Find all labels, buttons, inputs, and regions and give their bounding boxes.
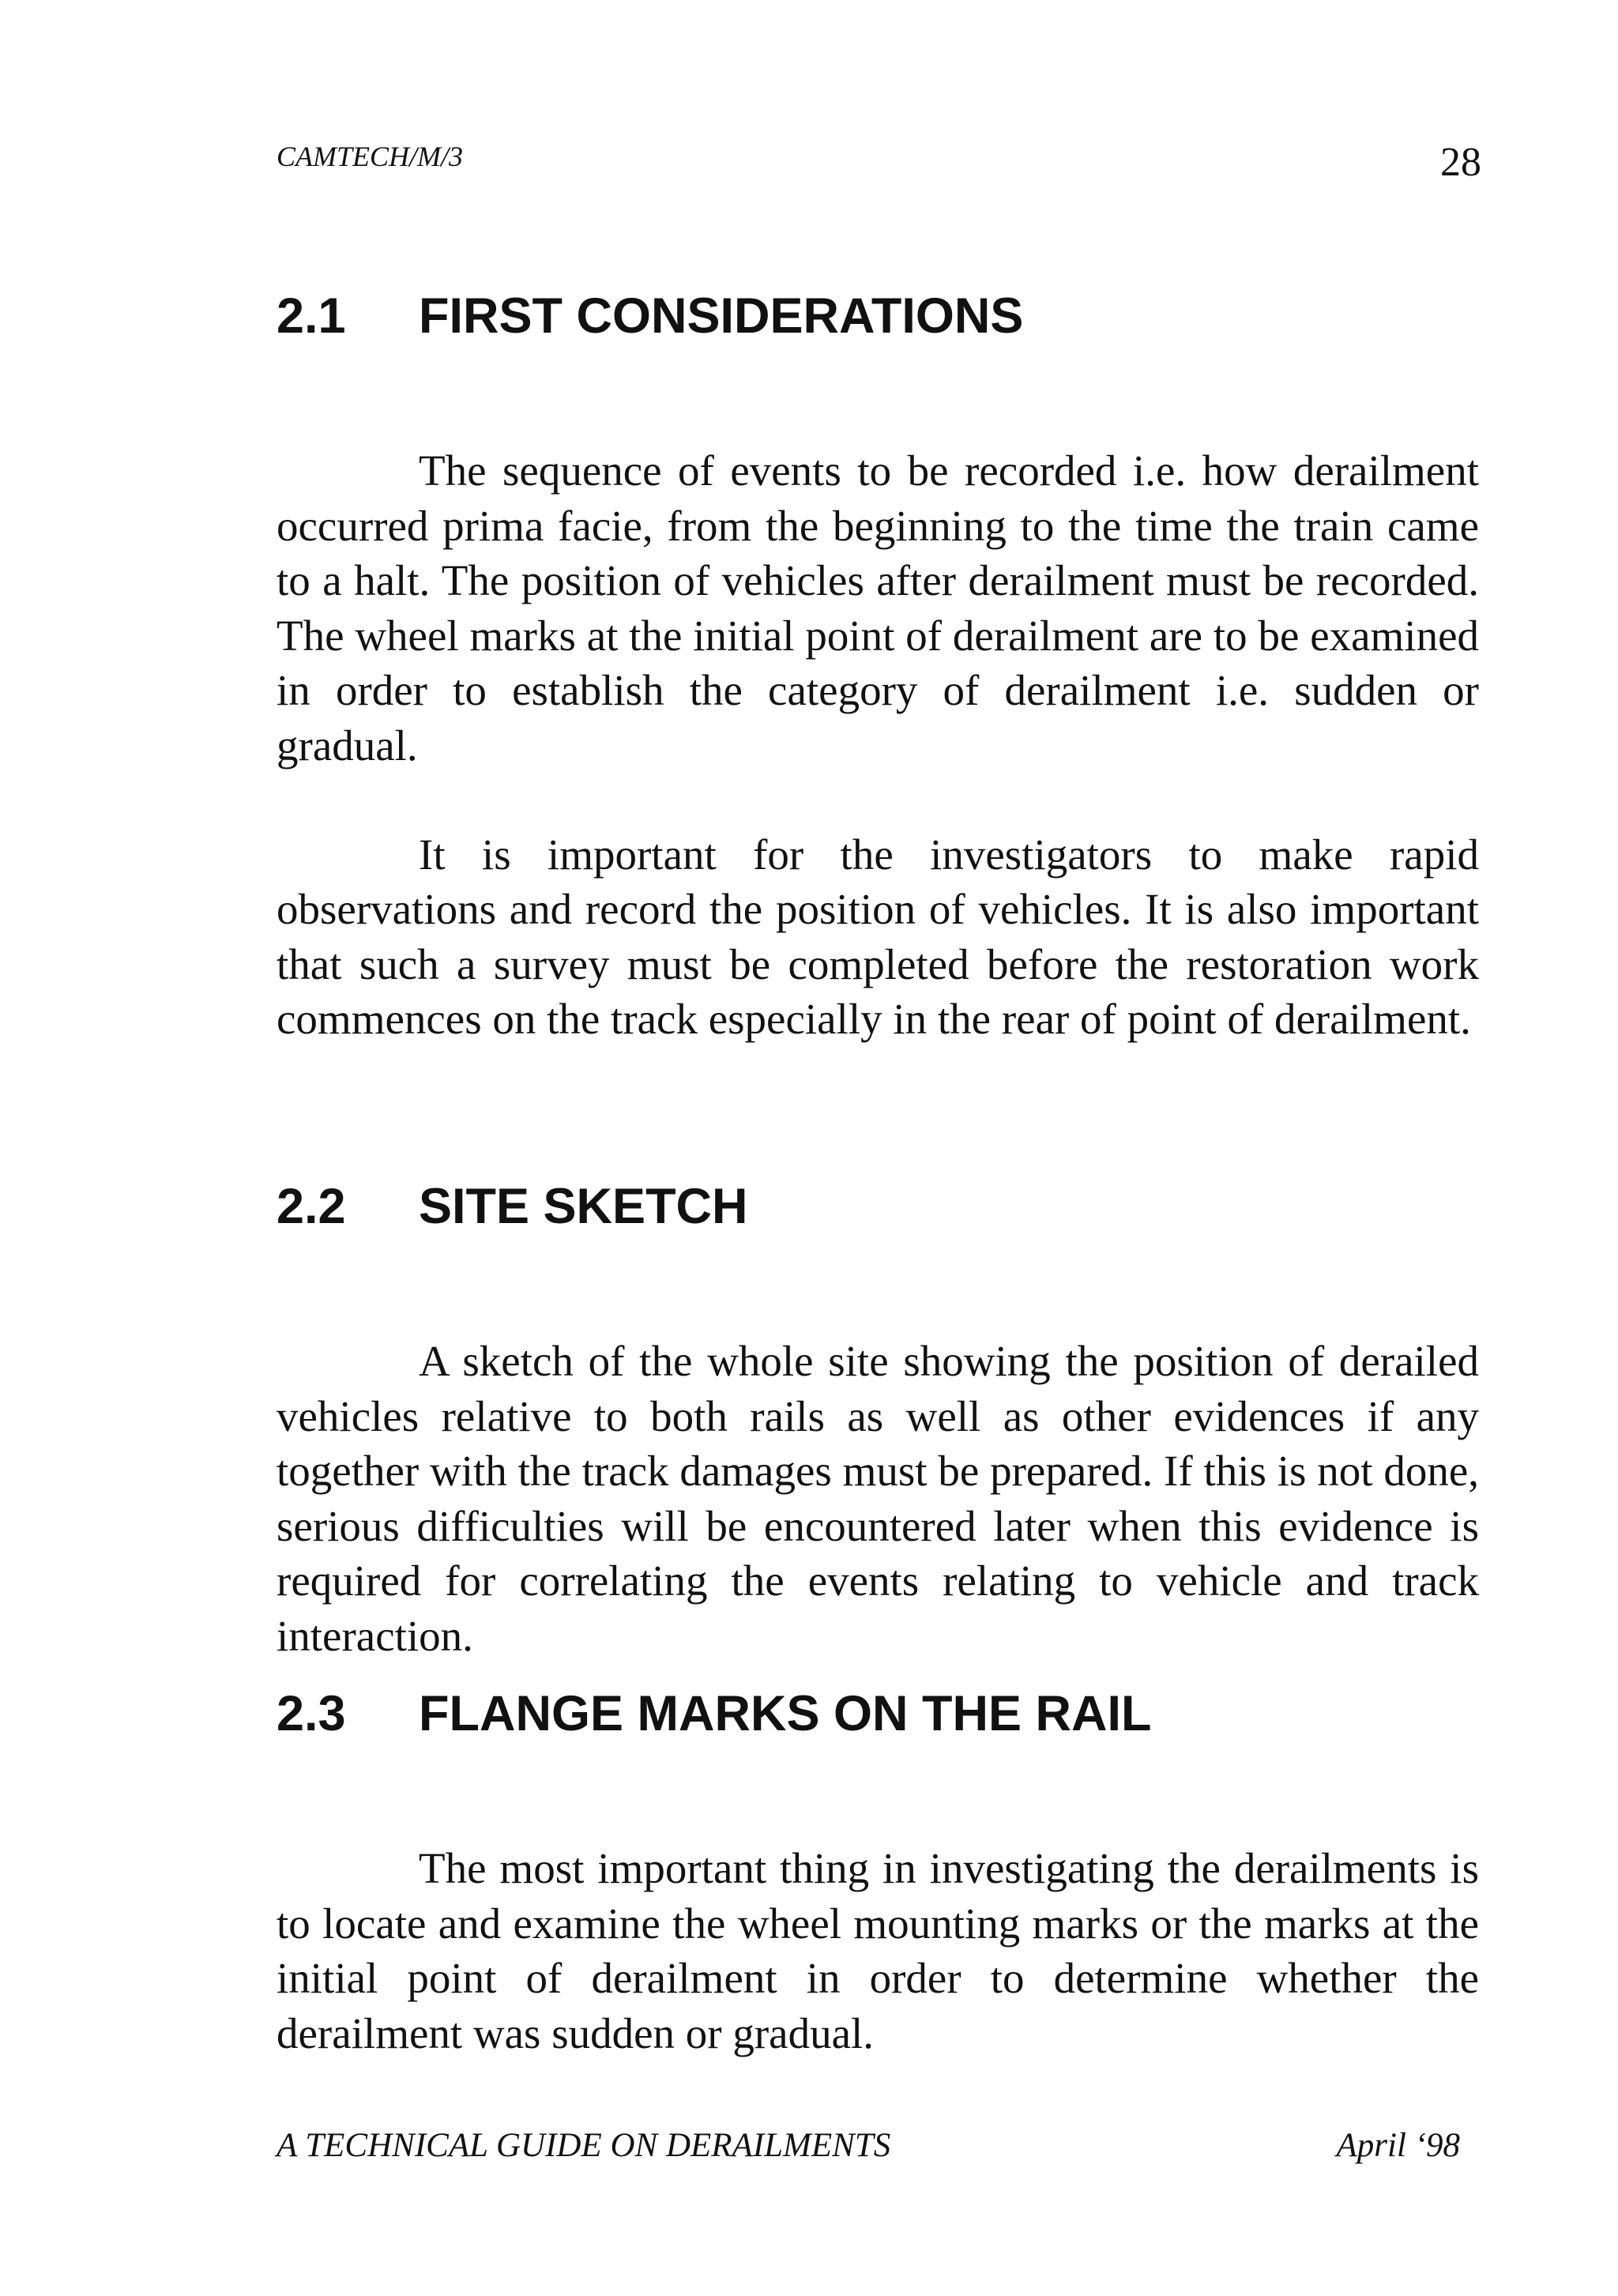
- paragraph: The sequence of events to be recorded i.e. how derailment occurred prima facie, from the beginning to the time the train came to a halt. The position of vehicles after derailment must be recorded. The wheel marks at the initial point of derailment are to be examined in order to establish the category of derailment i.e. sudden or gradual.: [277, 446, 1479, 770]
- section-first-considerations: [277, 286, 1479, 1047]
- section-site-sketch: [277, 1176, 1479, 1664]
- document-code: CAMTECH/M/3: [277, 141, 464, 172]
- section-title: FIRST CONSIDERATIONS: [419, 288, 1024, 344]
- section-title: FLANGE MARKS ON THE RAIL: [419, 1686, 1152, 1741]
- section-number: 2.3: [277, 1686, 346, 1741]
- section-heading: [277, 286, 1479, 346]
- section-heading: [277, 1176, 1479, 1236]
- footer-document-title: A TECHNICAL GUIDE ON DERAILMENTS: [277, 2127, 891, 2164]
- section-title: SITE SKETCH: [419, 1179, 748, 1234]
- paragraph: A sketch of the whole site showing the position of derailed vehicles relative to both rails as well as other evidences if any together with the track damages must be prepared. If this is not done, serious difficulties will be encountered later when this evidence is required for correlating the events relating to vehicle and track interaction.: [277, 1337, 1479, 1660]
- paragraph: It is important for the investigators to make rapid observations and record the position of vehicles. It is also important that such a survey must be completed before the restoration work commences on the track especially in the rear of point of derailment.: [277, 830, 1479, 1044]
- section-number: 2.1: [277, 288, 346, 344]
- footer-date: April ‘98: [1336, 2127, 1460, 2164]
- section-flange-marks: [277, 1684, 1479, 2061]
- paragraph: The most important thing in investigating the derailments is to locate and examine the wheel mounting marks or the marks at the initial point of derailment in order to determine whether the derailment was sudden or gradual.: [277, 1844, 1479, 2057]
- section-number: 2.2: [277, 1179, 346, 1234]
- page-number: 28: [1440, 140, 1481, 185]
- section-heading: [277, 1684, 1479, 1744]
